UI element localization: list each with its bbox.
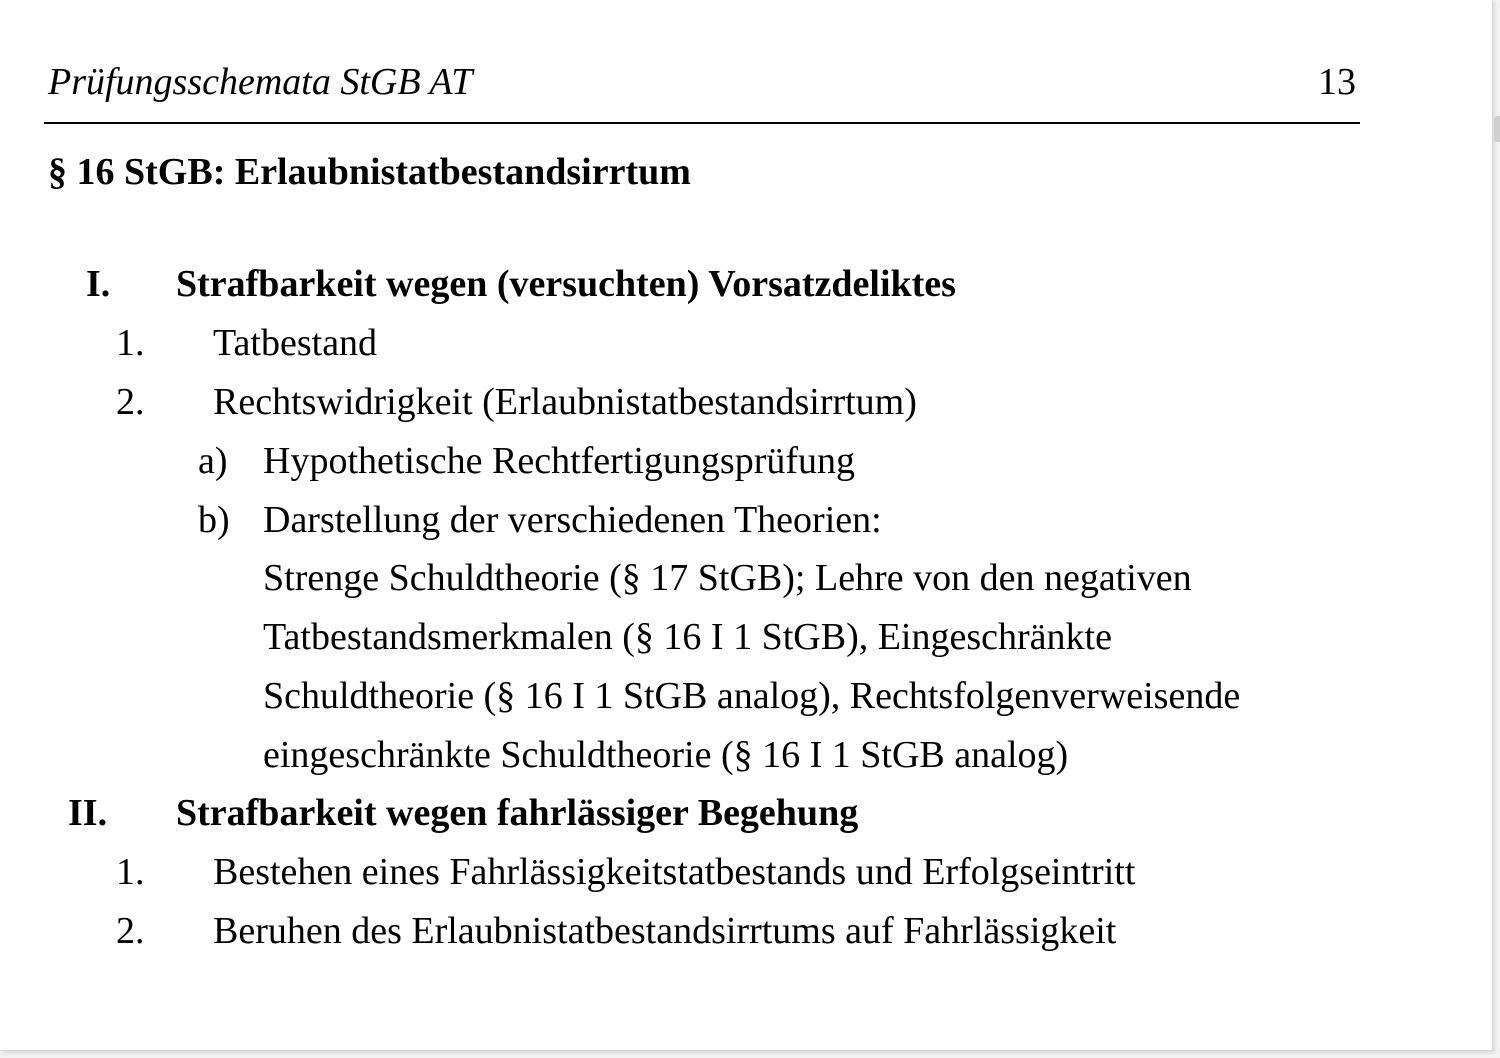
scroll-tab[interactable]	[1494, 116, 1500, 142]
part-1-title: Strafbarkeit wegen (versuchten) Vorsatzdeliktes	[176, 263, 956, 305]
running-title: Prüfungsschemata StGB AT	[48, 61, 473, 103]
theories-line-4: eingeschränkte Schuldtheorie (§ 16 I 1 StGB analog)	[263, 734, 1069, 776]
part-2-title: Strafbarkeit wegen fahrlässiger Begehung	[176, 792, 859, 834]
part-2-item-1-text: Bestehen eines Fahrlässigkeitstatbestands und Erfolgseintritt	[213, 851, 1136, 893]
theories-line-3: Schuldtheorie (§ 16 I 1 StGB analog), Rechtsfolgenverweisende	[263, 675, 1241, 717]
sub-item-b-marker: b)	[198, 499, 230, 541]
part-1-item-1-text: Tatbestand	[213, 322, 378, 364]
page-number: 13	[1318, 61, 1356, 103]
part-1-item-2-text: Rechtswidrigkeit (Erlaubnistatbestandsirrtum)	[213, 381, 917, 423]
part-1-marker: I.	[86, 263, 111, 305]
part-1-item-1-marker: 1.	[116, 322, 145, 364]
part-2-item-1-marker: 1.	[116, 851, 145, 893]
section-heading: § 16 StGB: Erlaubnistatbestandsirrtum	[48, 151, 691, 193]
theories-line-1: Strenge Schuldtheorie (§ 17 StGB); Lehre von den negativen	[263, 557, 1192, 599]
sub-item-b-text: Darstellung der verschiedenen Theorien:	[263, 499, 882, 541]
part-2-marker: II.	[68, 792, 108, 834]
theories-line-2: Tatbestandsmerkmalen (§ 16 I 1 StGB), Eingeschränkte	[263, 616, 1112, 658]
running-header	[44, 52, 1360, 124]
sub-item-a-text: Hypothetische Rechtfertigungsprüfung	[263, 440, 856, 482]
part-2-item-2-text: Beruhen des Erlaubnistatbestandsirrtums auf Fahrlässigkeit	[213, 910, 1117, 952]
part-2-item-2-marker: 2.	[116, 910, 145, 952]
sub-item-a-marker: a)	[198, 440, 228, 482]
part-1-item-2-marker: 2.	[116, 381, 145, 423]
